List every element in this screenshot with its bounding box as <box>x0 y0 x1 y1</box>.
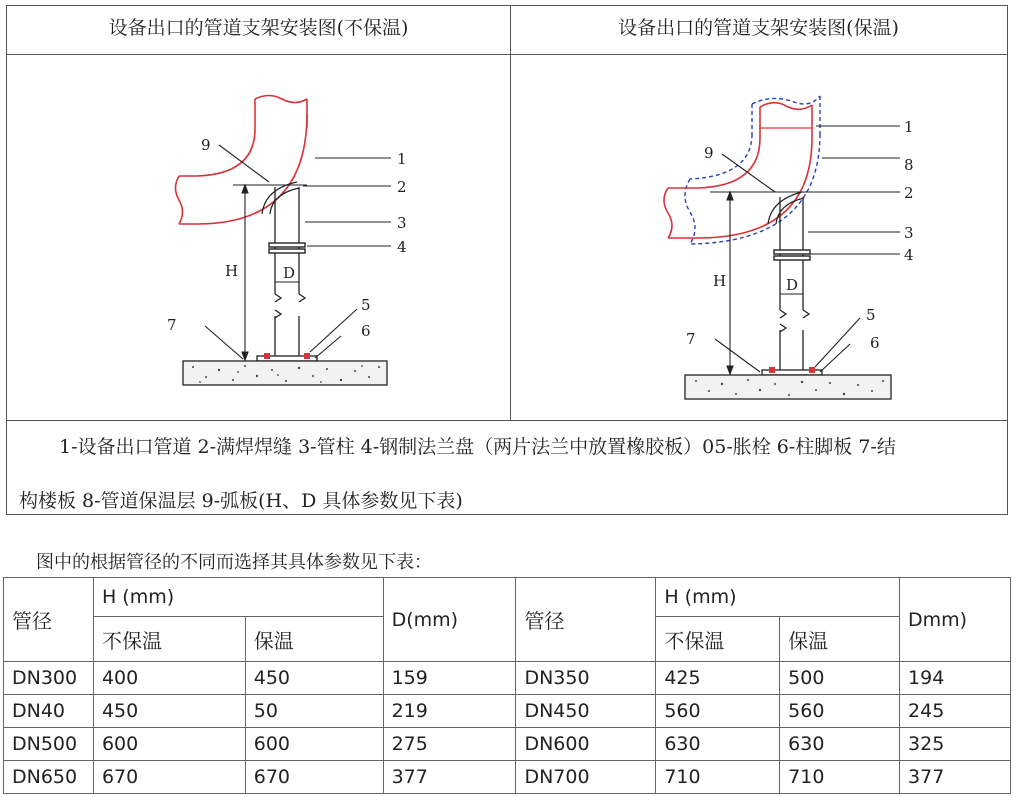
header-no-insulation: 不保温 <box>656 617 780 662</box>
callout-9: 9 <box>704 144 714 162</box>
header-d-mm: Dmm) <box>900 578 1011 662</box>
d-label: D <box>283 264 296 282</box>
table-cell: 600 <box>245 728 383 761</box>
table-cell: 630 <box>780 728 900 761</box>
callout-5: 5 <box>866 306 876 324</box>
header-insulation: 保温 <box>245 617 383 662</box>
header-h-mm: H (mm) <box>656 578 900 617</box>
callout-2: 2 <box>904 184 914 202</box>
callout-4: 4 <box>397 238 407 256</box>
base-plate <box>762 367 822 375</box>
h-label: H <box>225 262 239 280</box>
h-label: H <box>713 272 727 290</box>
header-d-mm: D(mm) <box>383 578 516 662</box>
arc-plate <box>768 192 804 224</box>
table-row <box>4 662 1011 695</box>
table-cell: DN650 <box>4 761 94 794</box>
title-row <box>7 6 1007 55</box>
pipe-elbow <box>176 96 308 225</box>
callout-1: 1 <box>904 118 914 136</box>
table-cell: DN450 <box>516 695 656 728</box>
callout-5: 5 <box>361 296 371 314</box>
callout-3: 3 <box>904 224 914 242</box>
installation-drawing-panel <box>6 5 1008 515</box>
table-cell: 670 <box>245 761 383 794</box>
header-h-mm: H (mm) <box>93 578 383 617</box>
table-row <box>4 761 1011 794</box>
d-label: D <box>786 276 799 294</box>
table-cell: 159 <box>383 662 516 695</box>
table-cell: 400 <box>93 662 245 695</box>
table-cell: 245 <box>900 695 1011 728</box>
table-cell: 50 <box>245 695 383 728</box>
callout-7: 7 <box>167 316 177 334</box>
table-cell: 377 <box>383 761 516 794</box>
table-cell: DN700 <box>516 761 656 794</box>
insulation-layer <box>685 96 820 244</box>
drawing-row <box>7 54 1007 421</box>
table-cell: DN40 <box>4 695 94 728</box>
table-cell: 560 <box>780 695 900 728</box>
table-cell: 377 <box>900 761 1011 794</box>
header-pipe-diameter: 管径 <box>4 578 94 662</box>
table-row <box>4 695 1011 728</box>
table-cell: 600 <box>93 728 245 761</box>
table-cell: 630 <box>656 728 780 761</box>
table-cell: 710 <box>656 761 780 794</box>
callout-1: 1 <box>397 150 407 168</box>
table-row <box>4 728 1011 761</box>
table-cell: 710 <box>780 761 900 794</box>
callout-8: 8 <box>904 156 914 174</box>
header-insulation: 保温 <box>780 617 900 662</box>
title-uninsulated: 设备出口的管道支架安装图(不保温) <box>7 6 511 54</box>
callout-2: 2 <box>397 178 407 196</box>
callout-9: 9 <box>201 136 211 154</box>
table-cell: 219 <box>383 695 516 728</box>
table-cell: DN600 <box>516 728 656 761</box>
concrete-slab <box>183 361 387 385</box>
table-cell: 560 <box>656 695 780 728</box>
drawing-insulated <box>510 54 1007 420</box>
legend-line-2: 构楼板 8-管道保温层 9-弧板(H、D 具体参数见下表) <box>19 490 463 512</box>
table-cell: 325 <box>900 728 1011 761</box>
table-cell: 500 <box>780 662 900 695</box>
arc-plate <box>262 182 299 214</box>
callout-4: 4 <box>904 246 914 264</box>
callout-3: 3 <box>397 214 407 232</box>
legend-line-1: 1-设备出口管道 2-满焊焊缝 3-管柱 4-钢制法兰盘（两片法兰中放置橡胶板）05-胀栓 6-柱脚板 7-结 <box>59 436 896 458</box>
table-cell: 450 <box>245 662 383 695</box>
legend <box>19 420 994 528</box>
table-cell: DN300 <box>4 662 94 695</box>
header-pipe-diameter: 管径 <box>516 578 656 662</box>
table-cell: DN500 <box>4 728 94 761</box>
header-no-insulation: 不保温 <box>93 617 245 662</box>
table-cell: 450 <box>93 695 245 728</box>
table-header-row <box>4 578 1011 617</box>
pipe-elbow <box>664 103 812 238</box>
table-cell: 275 <box>383 728 516 761</box>
callout-6: 6 <box>870 334 880 352</box>
table-cell: DN350 <box>516 662 656 695</box>
table-cell: 670 <box>93 761 245 794</box>
table-cell: 194 <box>900 662 1011 695</box>
title-insulated: 设备出口的管道支架安装图(保温) <box>618 17 899 39</box>
table-caption: 图中的根据管径的不同而选择其具体参数见下表： <box>36 552 432 573</box>
table-cell: 425 <box>656 662 780 695</box>
callout-7: 7 <box>686 330 696 348</box>
callout-6: 6 <box>361 322 371 340</box>
concrete-slab <box>685 375 891 399</box>
parameter-table <box>3 577 1011 794</box>
base-plate <box>257 353 317 361</box>
drawing-uninsulated <box>7 54 510 420</box>
